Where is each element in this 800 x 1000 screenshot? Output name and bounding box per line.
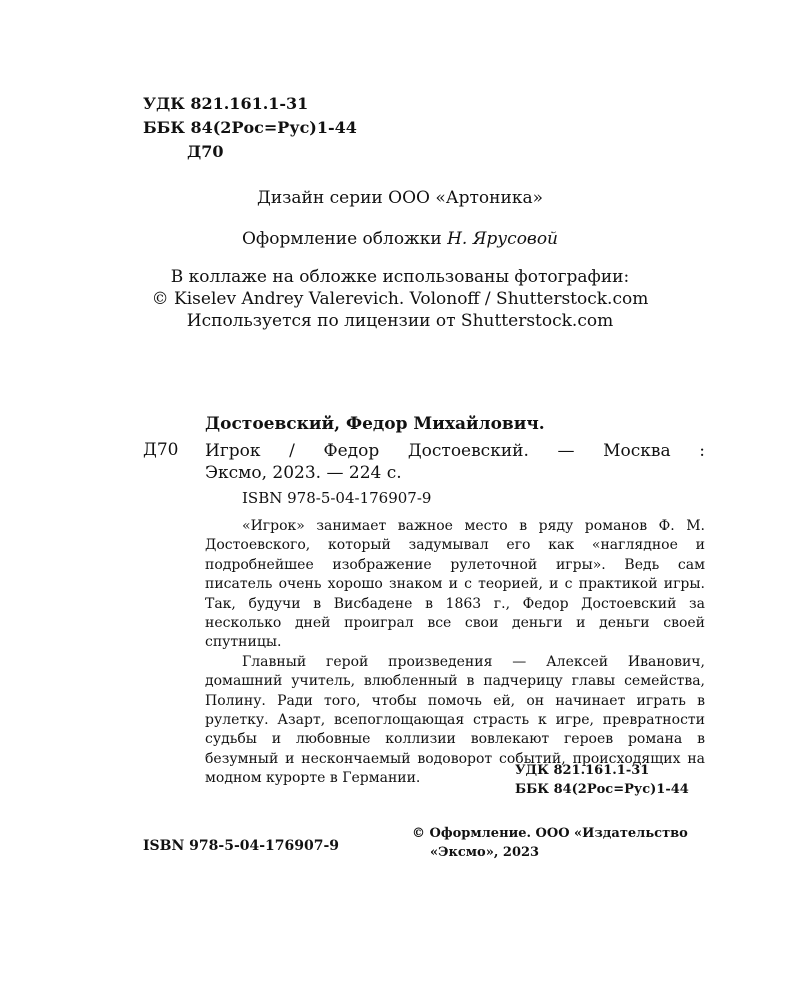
footer-classification-codes <box>515 761 689 799</box>
footer-isbn: ISBN 978-5-04-176907-9 <box>143 838 340 854</box>
photo-credits-line-2: © Kiselev Andrey Valerevich. Volonoff / Shutterstock.com <box>151 289 649 309</box>
cover-designer-name: Н. Ярусовой <box>447 229 559 249</box>
annotation-paragraph-2: Главный герой произведения — Алексей Иванович, домашний учитель, влюбленный в падчерицу главы семейства, Полину. Ради того, чтобы помочь ей, он начинает играть в рулетку. Азарт, всепоглощающая страсть к игре, превратности судьбы и любовные коллизии вовлекают героев романа в безумный и нескончаемый водоворот событий, происходящих на модном курорте в Германии. <box>205 653 705 787</box>
bibliographic-author-mark: Д70 <box>143 440 179 460</box>
isbn-record: ISBN 978-5-04-176907-9 <box>242 489 432 507</box>
annotation-paragraph-1: «Игрок» занимает важное место в ряду романов Ф. М. Достоевского, который задумывал его как «наглядное и подробнейшее изображение рулеточной игры». Ведь сам писатель очень хорошо знаком и с теорией, и с практикой игры. Так, будучи в Висбадене в 1863 г., Федор Достоевский за несколько дней проиграл все свои деньги и деньги своей спутницы. <box>205 518 705 651</box>
series-design-credit: Дизайн серии ООО «Артоника» <box>257 188 543 208</box>
copyright-line-2: «Эксмо», 2023 <box>430 845 540 860</box>
title-line-1: Игрок / Федор Достоевский. — Москва : <box>205 441 705 461</box>
udk-code: УДК 821.161.1-31 <box>143 94 309 113</box>
footer-bbk-code: ББК 84(2Рос=Рус)1-44 <box>515 782 689 797</box>
photo-credits-line-3: Используется по лицензии от Shutterstock.com <box>186 311 614 331</box>
photo-credits <box>100 266 700 332</box>
header-classification-codes <box>143 92 357 164</box>
cover-design-credit <box>100 229 700 249</box>
annotation <box>205 517 705 789</box>
author-mark: Д70 <box>187 142 224 161</box>
footer-udk-code: УДК 821.161.1-31 <box>515 763 650 778</box>
author-heading: Достоевский, Федор Михайлович. <box>205 414 545 434</box>
bbk-code: ББК 84(2Рос=Рус)1-44 <box>143 118 357 137</box>
copyright-notice <box>412 824 688 862</box>
copyright-line-1: © Оформление. ООО «Издательство <box>412 826 688 841</box>
photo-credits-line-1: В коллаже на обложке использованы фотографии: <box>170 267 630 287</box>
cover-design-label: Оформление обложки <box>241 229 442 249</box>
title-line-2: Эксмо, 2023. — 224 с. <box>205 463 402 483</box>
bibliographic-description <box>205 440 705 484</box>
